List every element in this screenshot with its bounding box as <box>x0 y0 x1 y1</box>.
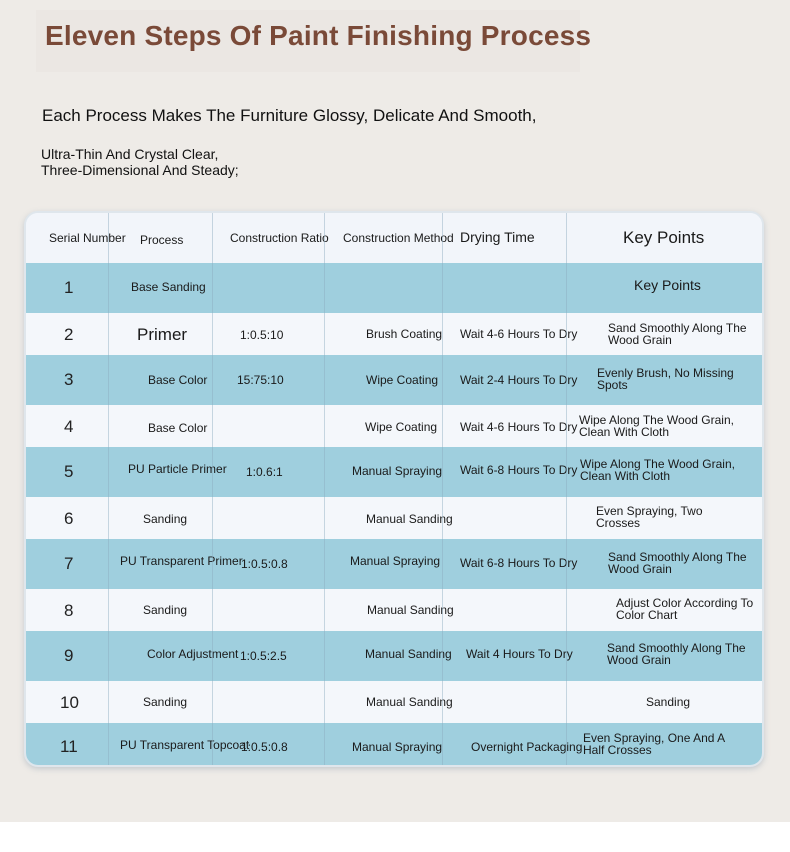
row-ratio: 1:0.5:0.8 <box>241 557 288 571</box>
row-process: Sanding <box>143 695 188 709</box>
row-ratio: 1:0.5:10 <box>240 328 284 342</box>
table-row <box>26 313 764 355</box>
process-table <box>24 211 764 767</box>
column-divider <box>442 213 443 765</box>
row-serial: 8 <box>64 601 74 620</box>
row-key-points: Even Spraying, One And A Half Crosses <box>583 731 725 757</box>
row-process: PU Particle Primer <box>128 462 227 476</box>
row-drying: Wait 2-4 Hours To Dry <box>460 373 578 387</box>
row-drying: Wait 4-6 Hours To Dry <box>460 327 578 341</box>
row-ratio: 1:0.5:2.5 <box>240 649 287 663</box>
row-serial: 11 <box>60 737 78 756</box>
row-key-points: Sand Smoothly Along The Wood Grain <box>607 641 746 667</box>
row-ratio: 15:75:10 <box>237 373 284 387</box>
row-method: Brush Coating <box>366 327 443 341</box>
row-key-points: Wipe Along The Wood Grain, Clean With Cloth <box>580 457 735 483</box>
row-serial: 9 <box>64 646 74 665</box>
row-serial: 7 <box>64 554 74 573</box>
row-serial: 2 <box>64 325 74 344</box>
row-process: Base Color <box>148 373 208 387</box>
table-row <box>26 355 764 405</box>
table-row <box>26 681 764 723</box>
table-header-row <box>26 213 764 263</box>
column-divider <box>108 213 109 765</box>
row-method: Manual Sanding <box>367 603 454 617</box>
description <box>41 146 239 178</box>
table-row <box>26 723 764 767</box>
header-method: Construction Method <box>343 231 454 245</box>
row-serial: 10 <box>60 693 79 712</box>
row-process: Base Color <box>148 421 208 435</box>
row-process: PU Transparent Topcoat <box>120 738 250 752</box>
row-process: Primer <box>137 325 188 344</box>
column-divider <box>212 213 213 765</box>
row-key-points: Adjust Color According To Color Chart <box>616 596 754 622</box>
row-drying: Wait 4 Hours To Dry <box>466 647 573 661</box>
description-line-2: Three-Dimensional And Steady; <box>41 162 239 178</box>
row-serial: 4 <box>64 417 74 436</box>
row-method: Wipe Coating <box>366 373 439 387</box>
row-drying: Wait 6-8 Hours To Dry <box>460 463 578 477</box>
row-key-points: Sanding <box>646 695 691 709</box>
row-serial: 5 <box>64 462 74 481</box>
row-method: Manual Sanding <box>366 512 453 526</box>
table-row <box>26 497 764 539</box>
row-drying: Overnight Packaging <box>471 740 583 754</box>
header-key-points: Key Points <box>623 228 705 247</box>
row-process: PU Transparent Primer <box>120 554 243 568</box>
header-serial: Serial Number <box>49 231 126 245</box>
table-row <box>26 263 764 313</box>
table-row <box>26 539 764 589</box>
column-divider <box>324 213 325 765</box>
header-ratio: Construction Ratio <box>230 231 329 245</box>
row-serial: 1 <box>64 278 74 297</box>
row-method: Manual Sanding <box>365 647 452 661</box>
column-divider <box>566 213 567 765</box>
row-key-points: Sand Smoothly Along The Wood Grain <box>608 550 747 576</box>
row-key-points: Sand Smoothly Along The Wood Grain <box>608 321 747 347</box>
description-line-1: Ultra-Thin And Crystal Clear, <box>41 146 219 162</box>
row-drying: Wait 6-8 Hours To Dry <box>460 556 578 570</box>
table-row <box>26 589 764 631</box>
row-method: Wipe Coating <box>365 420 438 434</box>
row-key-points: Even Spraying, Two Crosses <box>596 504 703 530</box>
table-row <box>26 631 764 681</box>
row-ratio: 1:0.6:1 <box>246 465 283 479</box>
page-title: Eleven Steps Of Paint Finishing Process <box>45 20 592 51</box>
row-process: Sanding <box>143 603 188 617</box>
row-key-points: Evenly Brush, No Missing Spots <box>597 366 734 392</box>
row-method: Manual Spraying <box>352 740 443 754</box>
header-process: Process <box>140 233 184 247</box>
row-ratio: 1:0.5:0.8 <box>241 740 288 754</box>
row-serial: 3 <box>64 370 74 389</box>
row-serial: 6 <box>64 509 74 528</box>
row-method: Manual Spraying <box>352 464 443 478</box>
row-process: Color Adjustment <box>147 647 239 661</box>
table-row <box>26 405 764 447</box>
row-process: Sanding <box>143 512 188 526</box>
row-method: Manual Spraying <box>350 554 441 568</box>
row-drying: Wait 4-6 Hours To Dry <box>460 420 578 434</box>
row-process: Base Sanding <box>131 280 206 294</box>
row-key-points: Wipe Along The Wood Grain, Clean With Cloth <box>579 413 734 439</box>
row-key-points: Key Points <box>634 277 701 293</box>
header-drying: Drying Time <box>460 229 535 245</box>
row-method: Manual Sanding <box>366 695 453 709</box>
table-row <box>26 447 764 497</box>
page-subtitle: Each Process Makes The Furniture Glossy, Delicate And Smooth, <box>42 106 537 125</box>
